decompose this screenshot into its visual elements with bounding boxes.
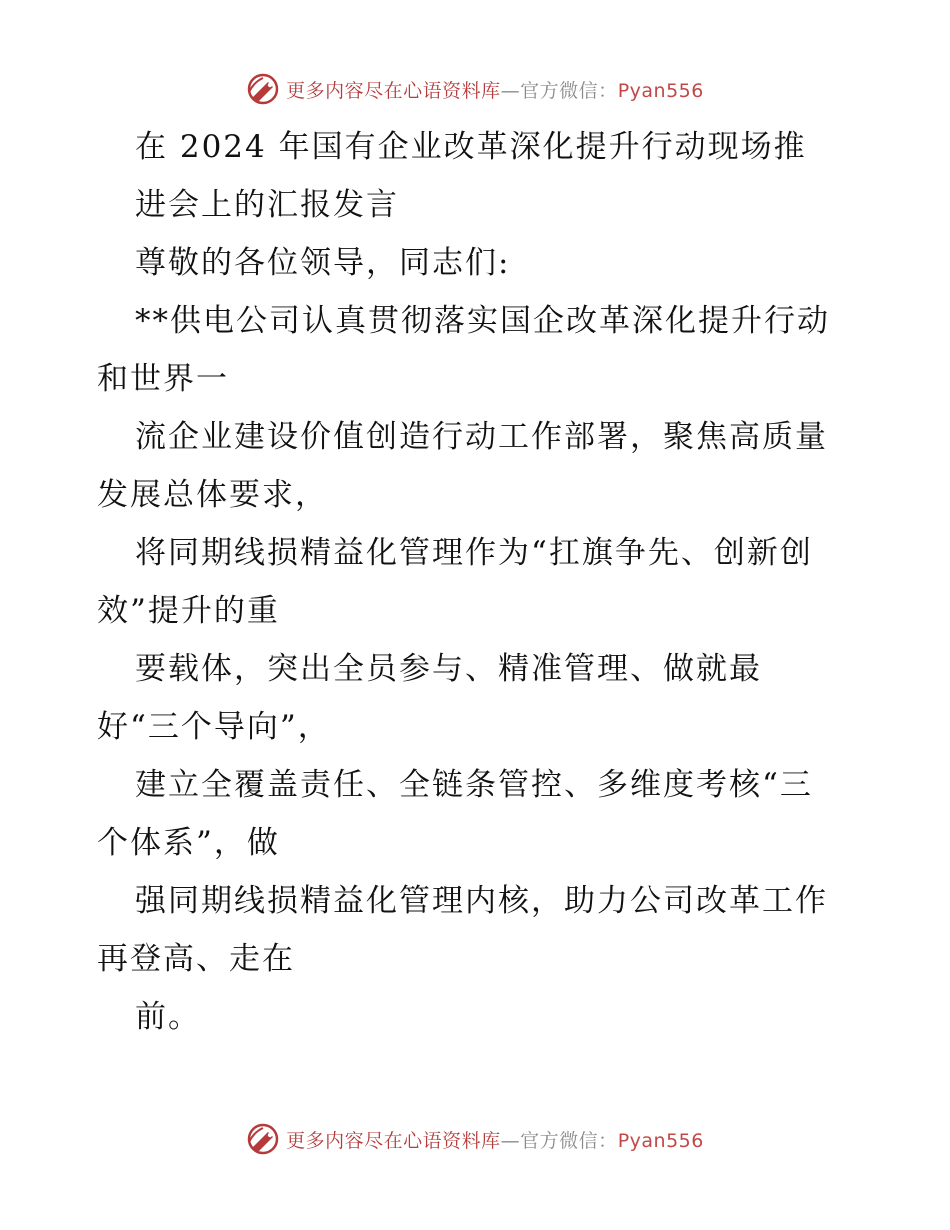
watermark-text xyxy=(286,1126,704,1153)
paragraph-line: 个体系”，做 xyxy=(97,825,280,861)
paragraph-line: 将同期线损精益化管理作为“扛旗争先、创新创 xyxy=(135,535,813,571)
watermark-wechat-id: Pyan556 xyxy=(617,1129,704,1152)
watermark-wechat-label: —官方微信： xyxy=(500,1129,618,1152)
paragraph-line: 流企业建设价值创造行动工作部署，聚焦高质量 xyxy=(135,419,828,455)
header-watermark xyxy=(0,72,950,106)
watermark-text xyxy=(286,76,704,103)
pen-nib-logo-icon xyxy=(246,1122,280,1156)
watermark-wechat-id: Pyan556 xyxy=(617,79,704,102)
watermark-site: 更多内容尽在心语资料库 xyxy=(286,79,501,102)
paragraph-line: 好“三个导向”， xyxy=(97,709,331,745)
pen-nib-logo-icon xyxy=(246,72,280,106)
document-body xyxy=(97,118,857,1046)
paragraph-line: **供电公司认真贯彻落实国企改革深化提升行动 xyxy=(135,303,830,339)
watermark-site: 更多内容尽在心语资料库 xyxy=(286,1129,501,1152)
paragraph-line: 和世界一 xyxy=(97,361,229,397)
watermark-wechat-label: —官方微信： xyxy=(500,79,618,102)
title-line-1: 在 2024 年国有企业改革深化提升行动现场推 xyxy=(135,129,807,165)
paragraph-line: 要载体，突出全员参与、精准管理、做就最 xyxy=(135,651,762,687)
paragraph-line: 再登高、走在 xyxy=(97,941,295,977)
paragraph-line: 前。 xyxy=(135,999,201,1035)
paragraph-line: 发展总体要求， xyxy=(97,477,328,513)
paragraph-line: 强同期线损精益化管理内核，助力公司改革工作 xyxy=(135,883,828,919)
salutation: 尊敬的各位领导，同志们: xyxy=(135,245,511,281)
footer-watermark xyxy=(0,1122,950,1156)
paragraph-line: 建立全覆盖责任、全链条管控、多维度考核“三 xyxy=(135,767,813,803)
title-line-2: 进会上的汇报发言 xyxy=(135,187,399,223)
paragraph-line: 效”提升的重 xyxy=(97,593,280,629)
